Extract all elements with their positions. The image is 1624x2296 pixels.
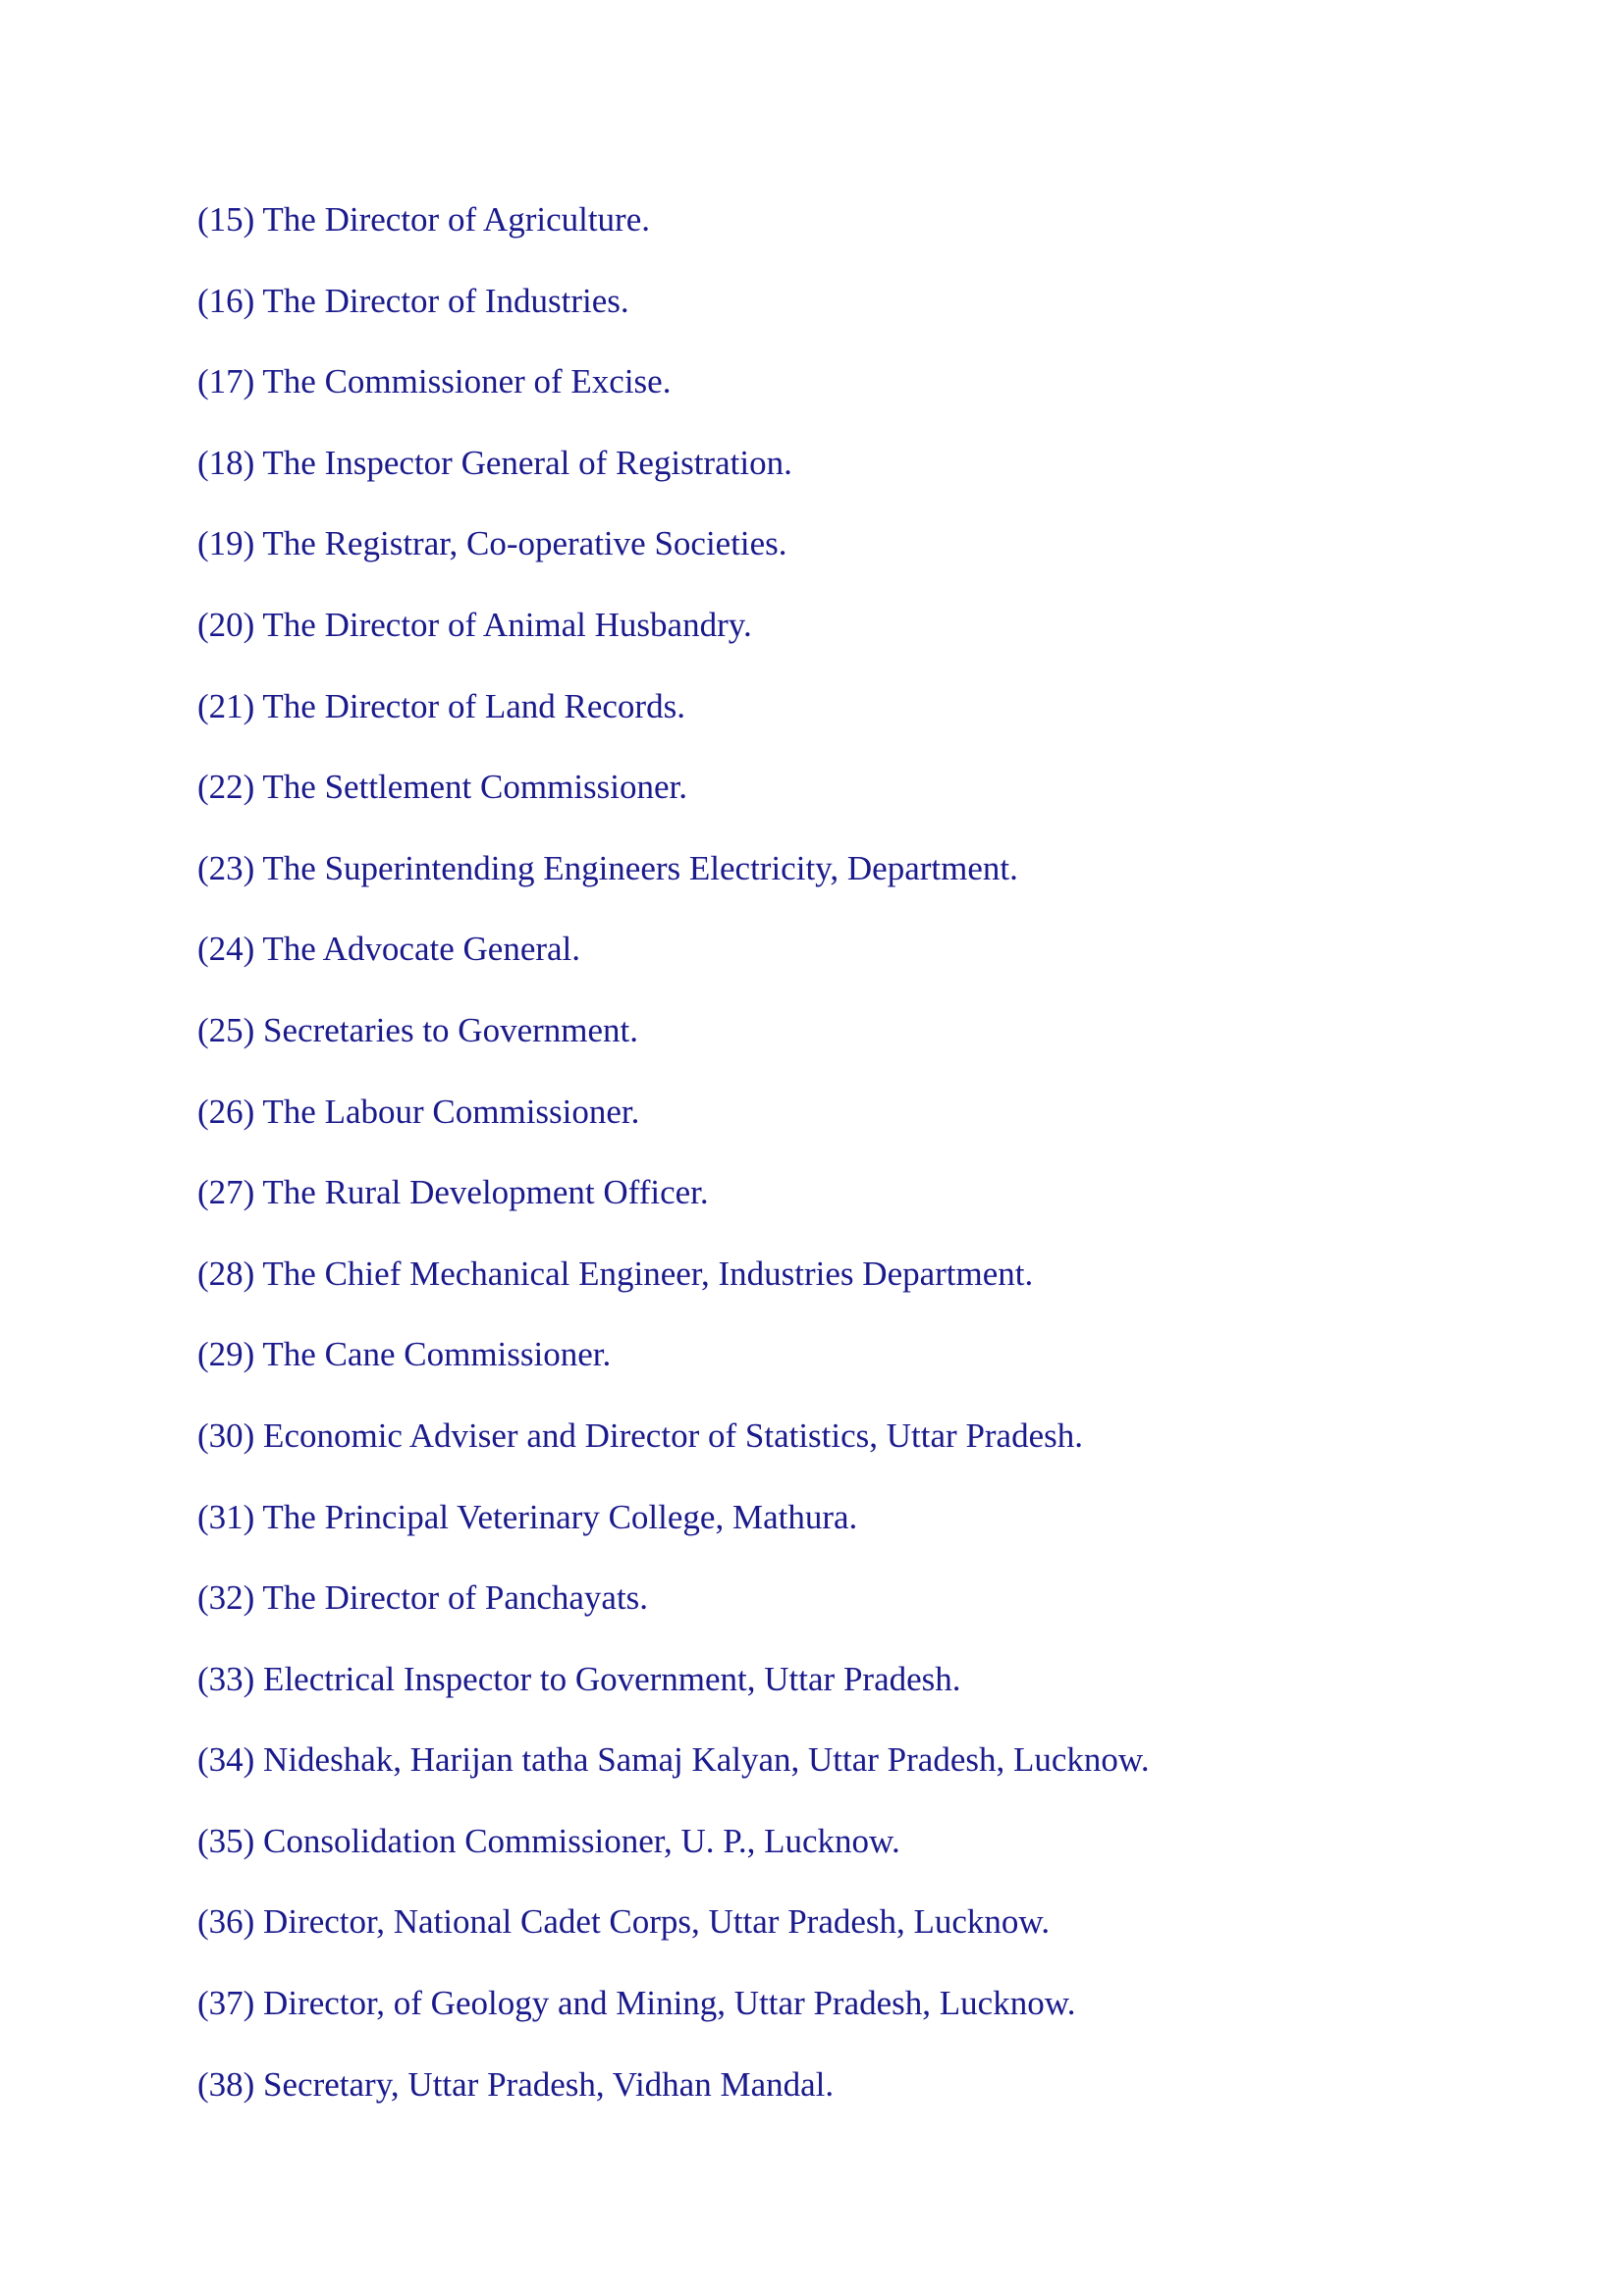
entry-list bbox=[197, 190, 1150, 2136]
list-item: (29) The Cane Commissioner. bbox=[197, 1335, 612, 1374]
list-item: (36) Director, National Cadet Corps, Uttar Pradesh, Lucknow. bbox=[197, 1902, 1051, 1942]
list-item: (31) The Principal Veterinary College, Mathura. bbox=[197, 1497, 858, 1536]
list-item: (16) The Director of Industries. bbox=[197, 281, 629, 320]
list-item: (35) Consolidation Commissioner, U. P., Lucknow. bbox=[197, 1821, 900, 1860]
list-item: (20) The Director of Animal Husbandry. bbox=[197, 605, 752, 644]
list-item: (34) Nideshak, Harijan tatha Samaj Kalyan, Uttar Pradesh, Lucknow. bbox=[197, 1740, 1150, 1780]
list-item: (17) The Commissioner of Excise. bbox=[197, 362, 672, 401]
list-item: (19) The Registrar, Co-operative Societies. bbox=[197, 524, 787, 563]
list-item: (30) Economic Adviser and Director of Statistics, Uttar Pradesh. bbox=[197, 1415, 1084, 1455]
list-item: (27) The Rural Development Officer. bbox=[197, 1173, 709, 1212]
list-item: (26) The Labour Commissioner. bbox=[197, 1092, 640, 1131]
list-item: (18) The Inspector General of Registration. bbox=[197, 443, 792, 482]
list-item: (23) The Superintending Engineers Electricity, Department. bbox=[197, 848, 1018, 887]
list-item: (21) The Director of Land Records. bbox=[197, 686, 685, 725]
list-item: (22) The Settlement Commissioner. bbox=[197, 768, 688, 807]
list-item: (24) The Advocate General. bbox=[197, 930, 581, 969]
list-item: (33) Electrical Inspector to Government, Uttar Pradesh. bbox=[197, 1659, 961, 1698]
list-item: (38) Secretary, Uttar Pradesh, Vidhan Mandal. bbox=[197, 2064, 835, 2104]
list-item: (25) Secretaries to Government. bbox=[197, 1010, 639, 1049]
list-item: (28) The Chief Mechanical Engineer, Industries Department. bbox=[197, 1254, 1034, 1293]
list-item: (15) The Director of Agriculture. bbox=[197, 200, 650, 239]
list-item: (37) Director, of Geology and Mining, Uttar Pradesh, Lucknow. bbox=[197, 1984, 1076, 2023]
list-item: (32) The Director of Panchayats. bbox=[197, 1578, 649, 1618]
